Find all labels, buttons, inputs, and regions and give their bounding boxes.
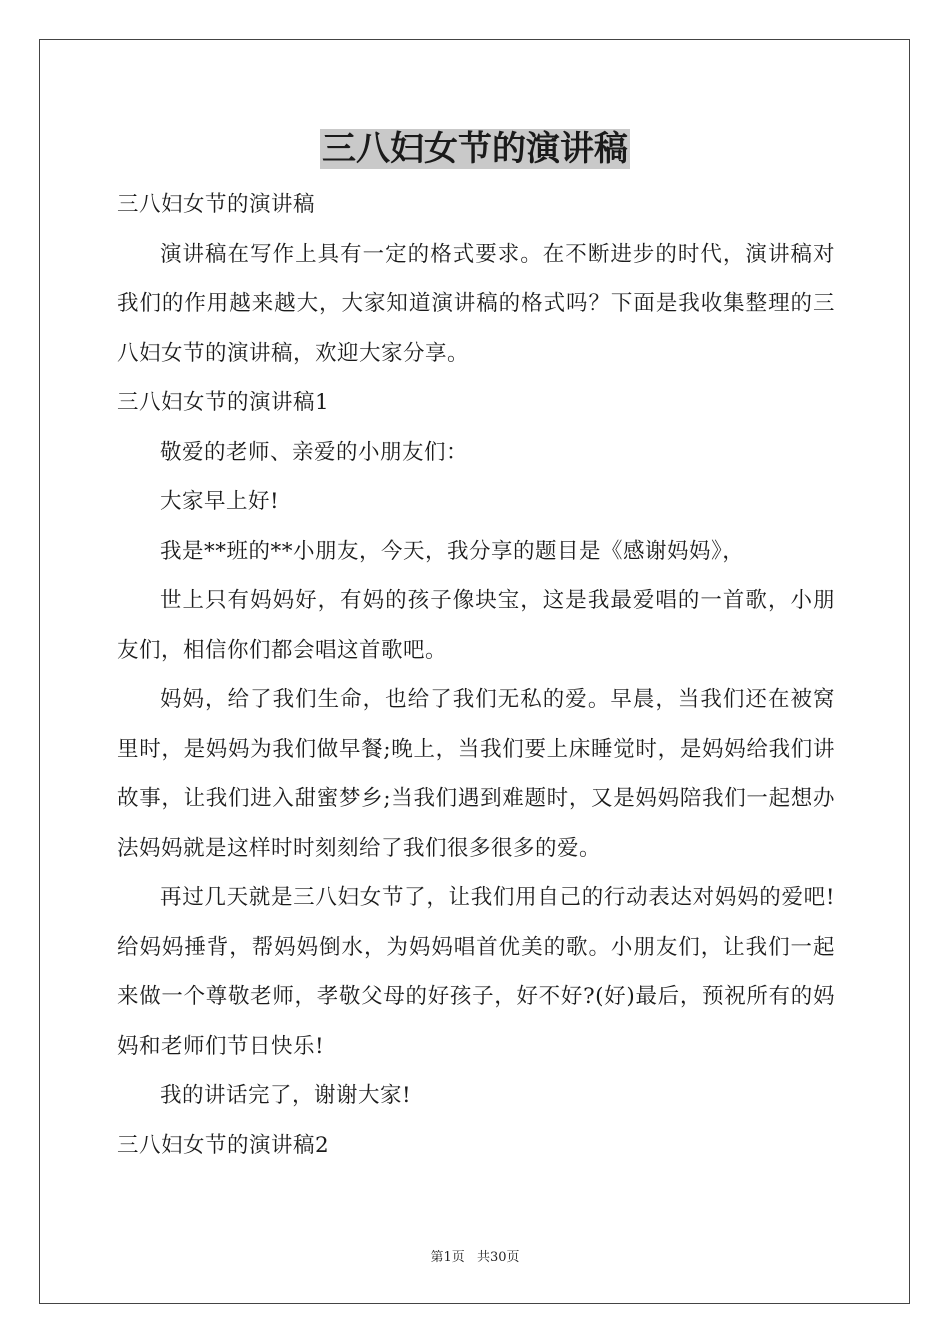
paragraph-womens-day: 再过几天就是三八妇女节了，让我们用自己的行动表达对妈妈的爱吧!给妈妈捶背，帮妈妈倒水，为妈妈唱首优美的歌。小朋友们，让我们一起来做一个尊敬老师，孝敬父母的好孩子，好不好?(好)最后，预祝所有的妈妈和老师们节日快乐! [117, 885, 835, 1059]
page-total: 共30页 [476, 1250, 520, 1265]
paragraph-subtitle: 三八妇女节的演讲稿 [117, 192, 316, 217]
section-heading-2: 三八妇女节的演讲稿2 [117, 1132, 330, 1158]
document-title-text: 三八妇女节的演讲稿 [322, 129, 628, 169]
document-title [0, 126, 950, 172]
paragraph-song: 世上只有妈妈好，有妈的孩子像块宝，这是我最爱唱的一首歌，小朋友们，相信你们都会唱这首歌吧。 [117, 588, 835, 663]
page-footer [0, 1246, 950, 1265]
page-number: 第1页 [430, 1250, 465, 1265]
document-body [117, 180, 835, 1170]
section-heading-1: 三八妇女节的演讲稿1 [117, 390, 330, 415]
paragraph-mother-love: 妈妈，给了我们生命，也给了我们无私的爱。早晨，当我们还在被窝里时，是妈妈为我们做早餐;晚上，当我们要上床睡觉时，是妈妈给我们讲故事，让我们进入甜蜜梦乡;当我们遇到难题时，又是妈妈陪我们一起想办法妈妈就是这样时时刻刻给了我们很多很多的爱。 [117, 687, 835, 861]
paragraph-self-intro: 我是**班的**小朋友，今天，我分享的题目是《感谢妈妈》， [160, 538, 745, 564]
paragraph-closing: 我的讲话完了，谢谢大家! [160, 1083, 412, 1108]
paragraph-greeting: 大家早上好! [160, 489, 280, 514]
paragraph-intro: 演讲稿在写作上具有一定的格式要求。在不断进步的时代，演讲稿对我们的作用越来越大，大家知道演讲稿的格式吗？下面是我收集整理的三八妇女节的演讲稿，欢迎大家分享。 [117, 241, 835, 366]
paragraph-salutation: 敬爱的老师、亲爱的小朋友们： [160, 439, 469, 465]
